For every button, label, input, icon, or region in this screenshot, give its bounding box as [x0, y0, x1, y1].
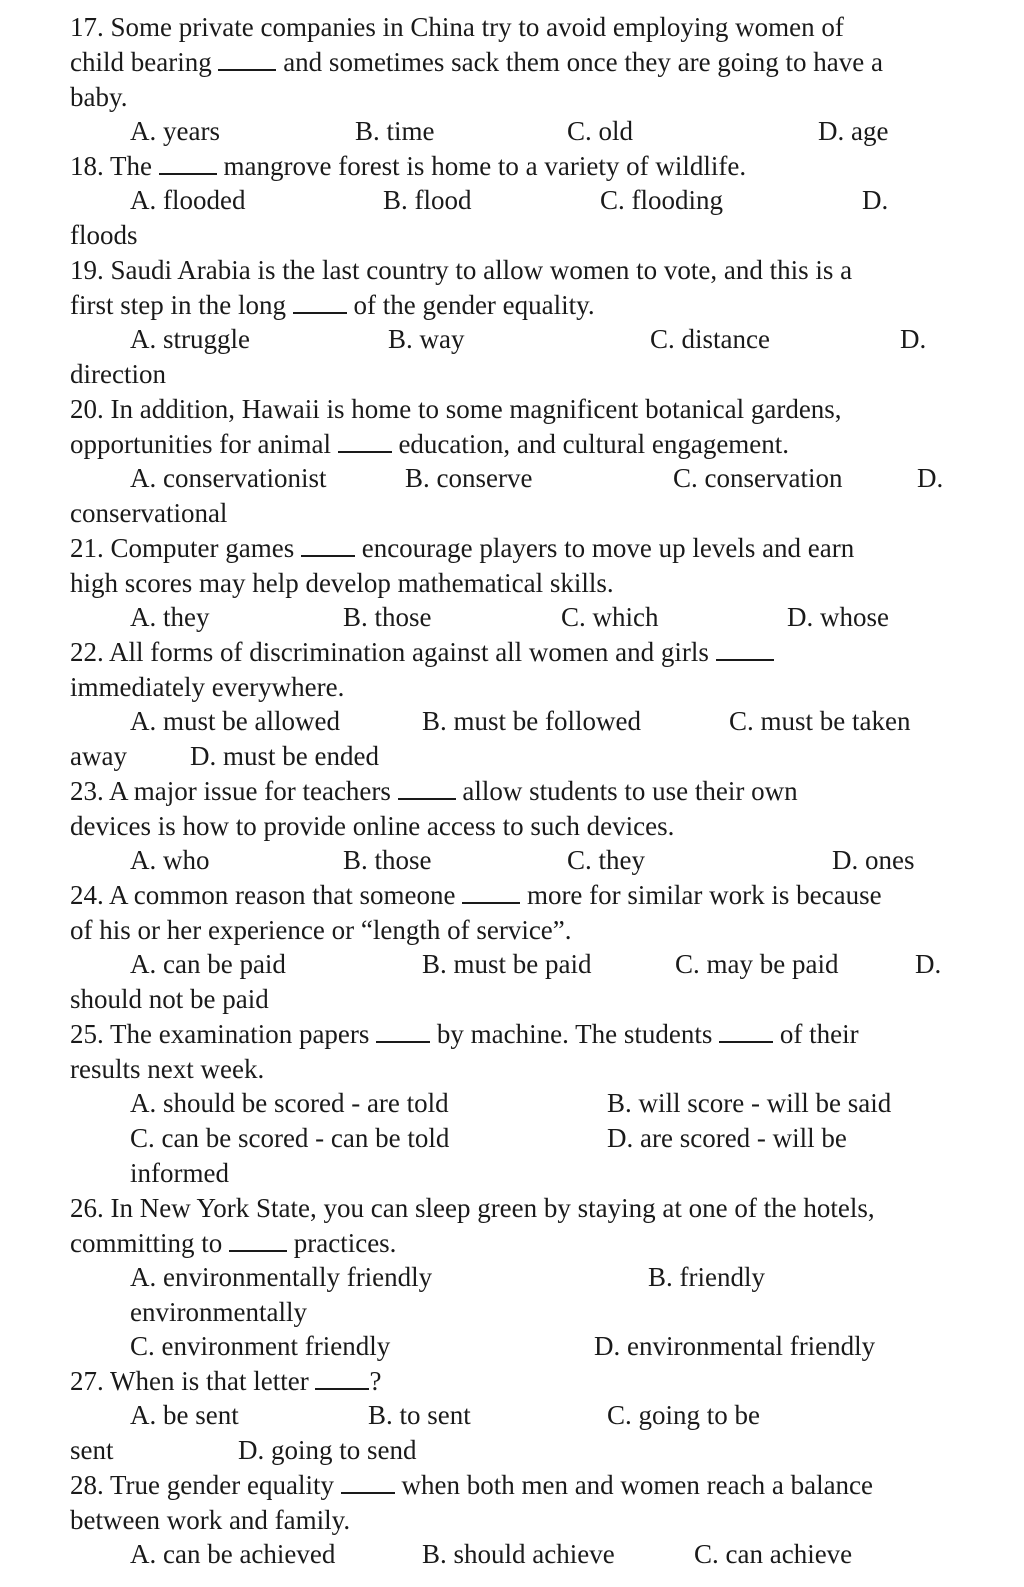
answer-blank — [398, 778, 456, 800]
q17-stem-line-2 — [70, 45, 883, 79]
q26-stem-line-1 — [70, 1191, 875, 1225]
q20-text: education, and cultural engagement. — [398, 429, 790, 459]
q19-option-a: A. struggle — [130, 324, 250, 354]
q26-text: 26. In New York State, you can sleep green by staying at one of the hotels, — [70, 1193, 875, 1223]
q24-stem-line-1 — [70, 878, 882, 912]
answer-blank — [301, 535, 355, 557]
answer-blank — [338, 431, 392, 453]
q23-option-b: B. those — [343, 845, 432, 875]
q27-option-b: B. to sent — [368, 1400, 471, 1430]
q23-stem-line-1 — [70, 774, 798, 808]
q17-stem-line-3 — [70, 80, 127, 114]
q21-option-d: D. whose — [787, 602, 889, 632]
q18-option-b: B. flood — [383, 185, 472, 215]
q22-option-c-wrap: away — [70, 741, 127, 771]
q25-text: by machine. The students — [436, 1019, 713, 1049]
answer-blank — [341, 1472, 395, 1494]
q21-option-b: B. those — [343, 602, 432, 632]
q22-option-a: A. must be allowed — [130, 706, 340, 736]
q22-option-c: C. must be taken — [729, 706, 911, 736]
q18-text: 18. The — [70, 151, 152, 181]
answer-blank — [229, 1230, 287, 1252]
q19-option-d: D. — [900, 324, 927, 354]
q28-stem-line-2 — [70, 1503, 350, 1537]
q20-option-d: D. — [917, 463, 944, 493]
q22-option-d: D. must be ended — [190, 741, 379, 771]
q21-option-c: C. which — [561, 602, 659, 632]
q18-option-d-text: floods — [70, 220, 138, 250]
q21-text: 21. Computer games — [70, 533, 295, 563]
q20-option-d-text: conservational — [70, 498, 228, 528]
q19-stem-line-2 — [70, 288, 595, 322]
q18-option-d: D. — [862, 185, 889, 215]
q24-text: 24. A common reason that someone — [70, 880, 456, 910]
q26-text: practices. — [293, 1228, 397, 1258]
q17-text: 17. Some private companies in China try to avoid employing women of — [70, 12, 844, 42]
q26-option-d: D. environmental friendly — [594, 1331, 876, 1361]
q18-option-a: A. flooded — [130, 185, 246, 215]
q19-option-b: B. way — [388, 324, 465, 354]
q28-stem-line-1 — [70, 1468, 873, 1502]
q28-text: between work and family. — [70, 1505, 351, 1535]
q22-stem-line-1 — [70, 635, 774, 669]
q23-option-c: C. they — [567, 845, 645, 875]
q20-option-c: C. conservation — [673, 463, 843, 493]
q20-text: 20. In addition, Hawaii is home to some magnificent botanical gardens, — [70, 394, 842, 424]
q17-option-c: C. old — [567, 116, 634, 146]
q25-option-c-wrap: informed — [130, 1158, 229, 1188]
q21-text: high scores may help develop mathematical skills. — [70, 568, 614, 598]
q28-text: 28. True gender equality — [70, 1470, 334, 1500]
q25-stem-line-2 — [70, 1052, 264, 1086]
answer-blank — [719, 1021, 773, 1043]
q17-option-d: D. age — [818, 116, 889, 146]
answer-blank — [293, 292, 347, 314]
q25-text: of their — [779, 1019, 859, 1049]
q25-text: 25. The examination papers — [70, 1019, 370, 1049]
answer-blank — [376, 1021, 430, 1043]
q25-option-a: A. should be scored - are told — [130, 1088, 449, 1118]
q19-text: 19. Saudi Arabia is the last country to allow women to vote, and this is a — [70, 255, 853, 285]
q22-stem-line-2 — [70, 670, 344, 704]
q21-stem-line-1 — [70, 531, 854, 565]
answer-blank — [315, 1368, 369, 1390]
q21-text: encourage players to move up levels and earn — [361, 533, 855, 563]
q17-option-a: A. years — [130, 116, 220, 146]
q20-option-a: A. conservationist — [130, 463, 327, 493]
q21-stem-line-2 — [70, 566, 614, 600]
q23-text: allow students to use their own — [462, 776, 798, 806]
q24-option-c: C. may be paid — [675, 949, 839, 979]
answer-blank — [716, 639, 774, 661]
q17-text: child bearing — [70, 47, 212, 77]
q19-text: of the gender equality. — [353, 290, 595, 320]
q27-option-c-wrap: sent — [70, 1435, 114, 1465]
q24-stem-line-2 — [70, 913, 572, 947]
q26-text: committing to — [70, 1228, 223, 1258]
q27-text: 27. When is that letter — [70, 1366, 309, 1396]
q26-option-b: B. friendly — [648, 1262, 765, 1292]
q21-option-a: A. they — [130, 602, 210, 632]
q19-text: first step in the long — [70, 290, 286, 320]
q17-option-b: B. time — [355, 116, 435, 146]
q25-option-b: B. will score - will be said — [607, 1088, 892, 1118]
q18-text: mangrove forest is home to a variety of wildlife. — [223, 151, 747, 181]
q17-text: and sometimes sack them once they are going to have a — [283, 47, 884, 77]
q19-option-d-text: direction — [70, 359, 166, 389]
q25-option-d: D. are scored - will be — [607, 1123, 847, 1153]
q27-option-d: D. going to send — [238, 1435, 417, 1465]
q28-option-b: B. should achieve — [422, 1539, 615, 1569]
q25-stem-line-1 — [70, 1017, 859, 1051]
q24-option-b: B. must be paid — [422, 949, 592, 979]
q22-text: 22. All forms of discrimination against all women and girls — [70, 637, 709, 667]
q23-text: devices is how to provide online access to such devices. — [70, 811, 675, 841]
q27-text: ? — [369, 1366, 382, 1396]
q28-option-a: A. can be achieved — [130, 1539, 336, 1569]
q24-option-d: D. — [915, 949, 942, 979]
q18-option-c: C. flooding — [600, 185, 724, 215]
q18-stem-line-1 — [70, 149, 746, 183]
q24-text: of his or her experience or “length of service”. — [70, 915, 572, 945]
q25-option-c: C. can be scored - can be told — [130, 1123, 450, 1153]
q25-text: results next week. — [70, 1054, 265, 1084]
q20-option-b: B. conserve — [405, 463, 533, 493]
q20-stem-line-1 — [70, 392, 842, 426]
q17-stem-line-1 — [70, 10, 844, 44]
q23-text: 23. A major issue for teachers — [70, 776, 391, 806]
q23-option-a: A. who — [130, 845, 210, 875]
q20-text: opportunities for animal — [70, 429, 331, 459]
q28-text: when both men and women reach a balance — [401, 1470, 874, 1500]
q26-option-c: C. environment friendly — [130, 1331, 391, 1361]
q24-option-a: A. can be paid — [130, 949, 286, 979]
q23-stem-line-2 — [70, 809, 674, 843]
q26-option-b-wrap: environmentally — [130, 1297, 307, 1327]
q19-stem-line-1 — [70, 253, 852, 287]
q27-option-a: A. be sent — [130, 1400, 239, 1430]
q23-option-d: D. ones — [832, 845, 915, 875]
q28-option-c: C. can achieve — [694, 1539, 853, 1569]
q19-option-c: C. distance — [650, 324, 770, 354]
answer-blank — [159, 153, 217, 175]
answer-blank — [218, 49, 276, 71]
q22-text: immediately everywhere. — [70, 672, 345, 702]
q17-text: baby. — [70, 82, 128, 112]
q26-option-a: A. environmentally friendly — [130, 1262, 433, 1292]
answer-blank — [462, 882, 520, 904]
q24-option-d-text: should not be paid — [70, 984, 269, 1014]
q24-text: more for similar work is because — [526, 880, 882, 910]
q26-stem-line-2 — [70, 1226, 396, 1260]
q27-option-c: C. going to be — [607, 1400, 760, 1430]
q27-stem-line-1 — [70, 1364, 381, 1398]
q22-option-b: B. must be followed — [422, 706, 641, 736]
q20-stem-line-2 — [70, 427, 789, 461]
